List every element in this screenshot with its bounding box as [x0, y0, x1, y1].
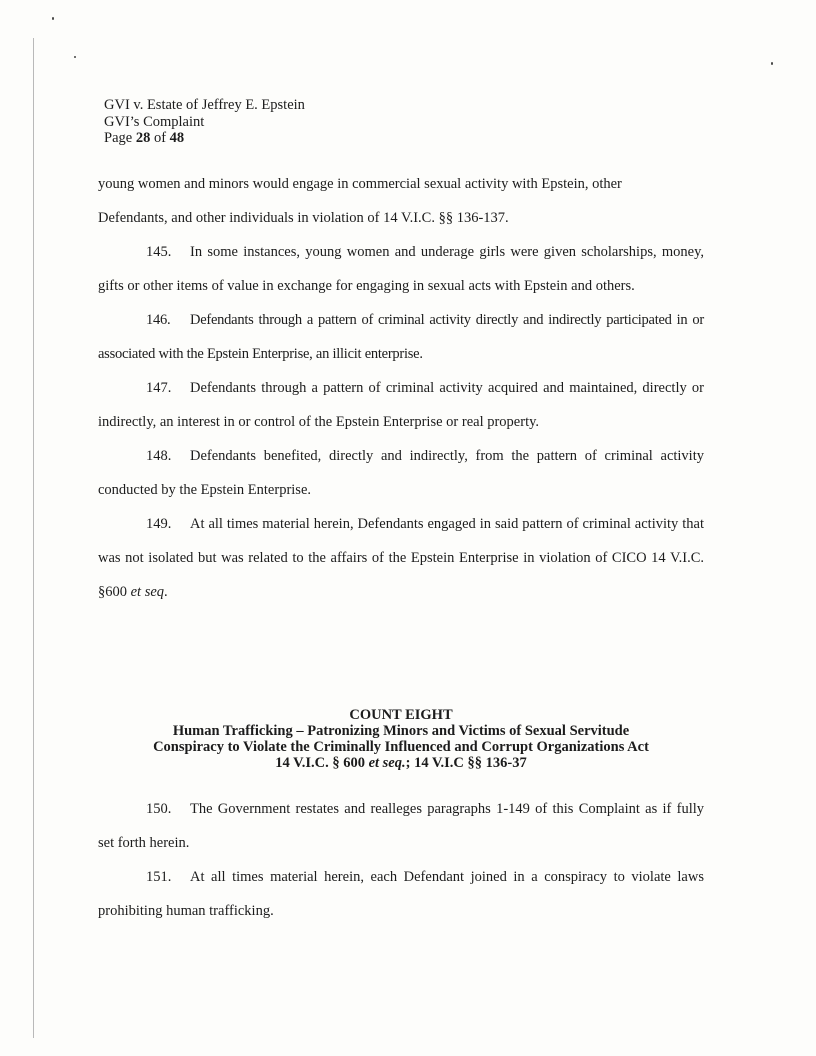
- page-header: [104, 97, 305, 147]
- paragraph-number: 147.: [146, 380, 172, 396]
- paragraph-number: 148.: [146, 448, 172, 464]
- count-statute-line: 14 V.I.C. § 600 et seq.; 14 V.I.C §§ 136-37: [275, 755, 527, 771]
- count-subtitle-1: Human Trafficking – Patronizing Minors and Victims of Sexual Servitude: [172, 723, 630, 739]
- paragraph-number: 145.: [146, 244, 172, 260]
- paragraph-147: 147. Defendants through a pattern of criminal activity acquired and maintained, directly or indirectly, an interest in or control of the Epstein Enterprise or real property.: [98, 371, 704, 439]
- total-pages-number: 48: [169, 130, 185, 146]
- italic-et-seq: et seq: [130, 584, 165, 600]
- continuation-paragraph: young women and minors would engage in commercial sexual activity with Epstein, other Defendants, and other individuals in violation of 14 V.I.C. §§ 136-137.: [98, 176, 622, 226]
- body-section-1: [98, 167, 704, 609]
- paragraph-149: 149. At all times material herein, Defendants engaged in said pattern of criminal activity that was not isolated but was related to the affairs of the Epstein Enterprise in violation of CICO 14 V.I.C. §600 et seq.: [98, 507, 704, 609]
- paragraph-number: 146.: [146, 312, 171, 328]
- scan-speck: [74, 56, 76, 58]
- count-eight-heading: [98, 707, 704, 771]
- paragraph-146: 146. Defendants through a pattern of criminal activity directly and indirectly participated in or associated with the Epstein Enterprise, an illicit enterprise.: [98, 303, 704, 371]
- page-indicator: Page 28 of 48: [104, 130, 185, 146]
- case-caption: GVI v. Estate of Jeffrey E. Epstein: [104, 97, 305, 113]
- paragraph-151: 151. At all times material herein, each Defendant joined in a conspiracy to violate laws prohibiting human trafficking.: [98, 860, 704, 928]
- document-title: GVI’s Complaint: [104, 113, 205, 130]
- paragraph-number: 151.: [146, 869, 172, 885]
- paragraph-150: 150. The Government restates and realleges paragraphs 1-149 of this Complaint as if fully set forth herein.: [98, 792, 704, 860]
- paragraph-number: 150.: [146, 801, 172, 817]
- paragraph-148: 148. Defendants benefited, directly and indirectly, from the pattern of criminal activity conducted by the Epstein Enterprise.: [98, 439, 704, 507]
- scan-speck: [52, 17, 54, 20]
- scan-speck: [771, 62, 773, 65]
- scan-edge-line: [33, 38, 34, 1038]
- paragraph-number: 149.: [146, 516, 172, 532]
- paragraph-145: 145. In some instances, young women and underage girls were given scholarships, money, gifts or other items of value in exchange for engaging in sexual acts with Epstein and others.: [98, 235, 704, 303]
- body-section-2: [98, 792, 704, 928]
- current-page-number: 28: [135, 130, 151, 146]
- count-subtitle-2: Conspiracy to Violate the Criminally Influenced and Corrupt Organizations Act: [153, 739, 649, 755]
- count-title: COUNT EIGHT: [349, 707, 453, 723]
